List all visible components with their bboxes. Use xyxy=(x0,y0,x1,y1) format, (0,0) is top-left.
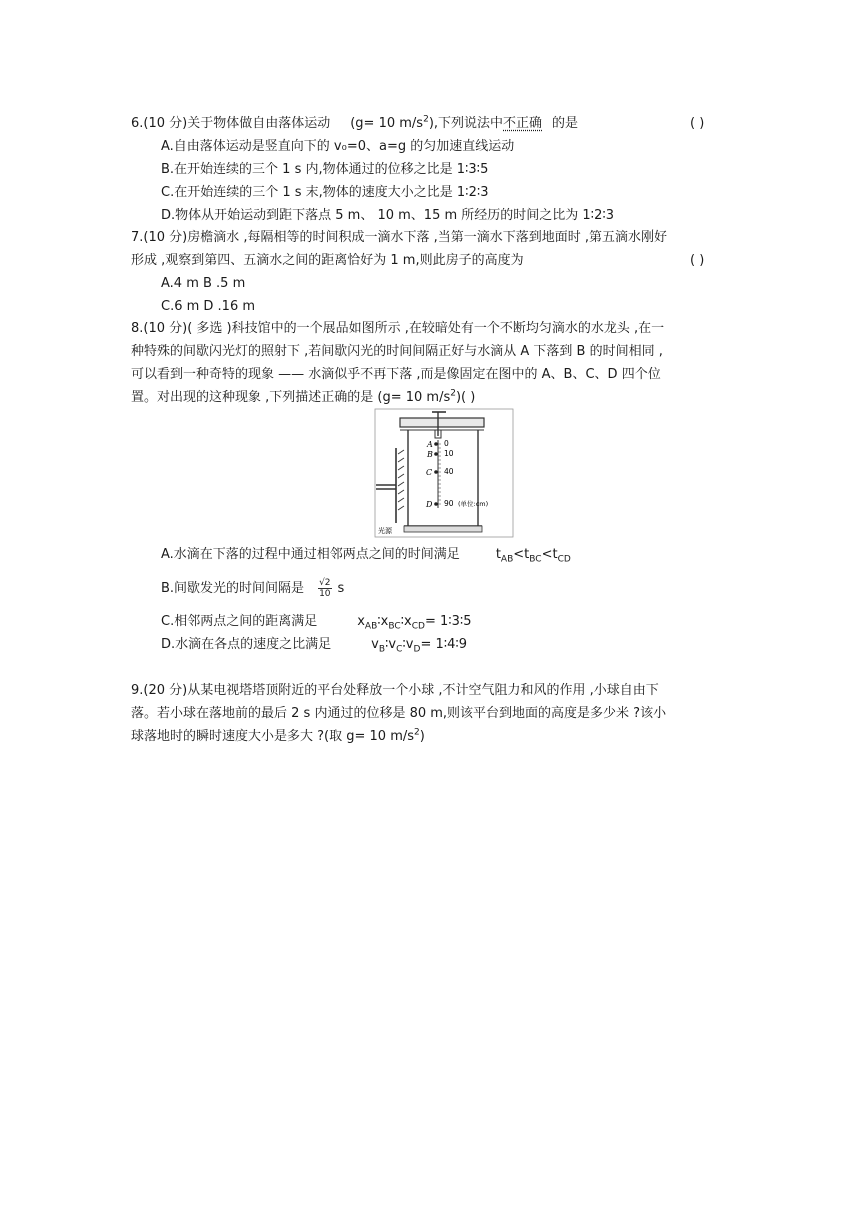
drop-a xyxy=(434,442,438,446)
q7-answer-paren: ( ) xyxy=(690,253,705,268)
q9-stem-line2: 落。若小球在落地前的最后 2 s 内通过的位移是 80 m,则该平台到地面的高度是多少米 ?该小 xyxy=(131,706,667,721)
q8-option-d: D.水滴在各点的速度之比满足 $v_B∶v_C∶v_D=$ 1∶4∶9 xyxy=(161,637,468,655)
fraction-sqrt2-over-10: $\frac{√2}{10}$ xyxy=(319,578,331,599)
q9-stem-line3: 球落地时的瞬时速度大小是多大 ?(取 g= 10 $m/s^2$) xyxy=(131,727,425,744)
tick-0: 0 xyxy=(444,439,449,448)
q6-answer-paren: ( ) xyxy=(690,116,705,131)
tick-40: 40 xyxy=(444,467,454,476)
q7-options-cd: C.6 m D .16 m xyxy=(161,299,256,314)
q8-stem-line1: 8.(10 分)( 多选 )科技馆中的一个展品如图所示 ,在较暗处有一个不断均匀滴水的水龙头 ,在一 xyxy=(131,321,665,336)
q9-stem-line1: 9.(20 分)从某电视塔塔顶附近的平台处释放一个小球 ,不计空气阻力和风的作用 ,小球自由下 xyxy=(131,683,659,698)
emphasis-not-correct: 不正确 xyxy=(503,116,543,131)
q8-option-a: A.水滴在下落的过程中通过相邻两点之间的时间满足 $t_{AB}<t_{BC}<t_{CD}$ xyxy=(161,547,571,565)
q8-option-c: C.相邻两点之间的距离满足 $x_{AB}∶x_{BC}∶x_{CD}=$ 1∶3∶5 xyxy=(161,614,472,632)
q8-option-b: B.间歇发光的时间间隔是 $\frac{√2}{10}$ s xyxy=(161,578,345,599)
q6-option-a: A.自由落体运动是竖直向下的 v₀=0、a=g 的匀加速直线运动 xyxy=(161,139,515,154)
tick-10: 10 xyxy=(444,449,454,458)
label-b: B xyxy=(427,450,433,459)
label-c: C xyxy=(426,468,433,477)
drop-c xyxy=(434,470,438,474)
q7-stem-line2: 形成 ,观察到第四、五滴水之间的距离恰好为 1 m,则此房子的高度为 xyxy=(131,253,524,268)
q8-stem-line3: 可以看到一种奇特的现象 —— 水滴似乎不再下落 ,而是像固定在图中的 A、B、C、D 四个位 xyxy=(131,367,661,382)
q6-stem: 6.(10 分)关于物体做自由落体运动 (g= 10 $m/s^2$),下列说法中不正确 的是 xyxy=(131,114,579,131)
q6-option-b: B.在开始连续的三个 1 s 内,物体通过的位移之比是 1∶3∶5 xyxy=(161,162,489,177)
label-d: D xyxy=(426,500,433,509)
q8-stem-line4: 置。对出现的这种现象 ,下列描述正确的是 (g= 10 $m/s^2$)( ) xyxy=(131,388,476,405)
q6-option-c: C.在开始连续的三个 1 s 末,物体的速度大小之比是 1∶2∶3 xyxy=(161,185,489,200)
q8-stem-line2: 种特殊的间歇闪光灯的照射下 ,若间歇闪光的时间间隔正好与水滴从 A 下落到 B 的时间相同 , xyxy=(131,344,663,359)
tick-90: 90 xyxy=(444,499,454,508)
unit-label: (单位:cm) xyxy=(458,500,489,508)
light-source-label: 光源 xyxy=(378,527,392,535)
label-a: A xyxy=(427,440,433,449)
drop-b xyxy=(434,452,438,456)
water-drop-apparatus-figure xyxy=(374,408,514,538)
light-source-lamp xyxy=(376,448,404,523)
q7-stem-line1: 7.(10 分)房檐滴水 ,每隔相等的时间积成一滴水下落 ,当第一滴水下落到地面时 ,第五滴水刚好 xyxy=(131,230,668,245)
drop-d xyxy=(434,502,438,506)
q6-option-d: D.物体从开始运动到距下落点 5 m、 10 m、15 m 所经历的时间之比为 1∶2∶3 xyxy=(161,208,614,223)
q7-options-ab: A.4 m B .5 m xyxy=(161,276,246,291)
